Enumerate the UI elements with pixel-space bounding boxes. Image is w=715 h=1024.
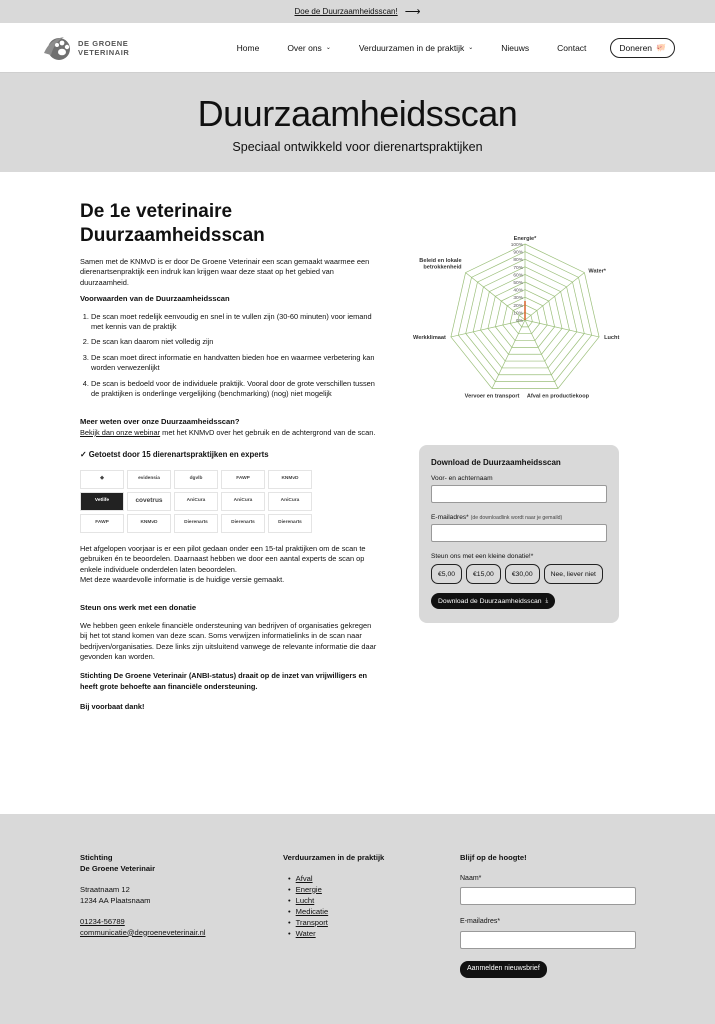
page-title: Duurzaamheidsscan (197, 93, 518, 134)
anbi-text: Stichting De Groene Veterinair (ANBI-status) draait op de inzet van vrijwilligers en heeft grote behoefte aan financiële ondersteuning. (80, 671, 368, 691)
radar-tick-label: 80% (513, 258, 523, 264)
radar-category-label: betrokkenheid (423, 264, 462, 271)
radar-tick-label: 0% (516, 319, 523, 324)
list-item (288, 884, 384, 895)
radar-chart-svg (405, 234, 630, 414)
thanks-text: Bij voorbaat dank! (80, 702, 145, 712)
radar-category-label: Energie* (513, 236, 537, 242)
site-logo[interactable] (40, 33, 190, 63)
partner-logo: FAWP (80, 514, 124, 533)
list-item: 4. De scan is bedoeld voor de individuele praktijk. Vooral door de grote verschillen tussen de praktijken is onderlinge vergelijking (benchmarking) (nog) niet mogelijk (91, 379, 380, 400)
hero-banner (0, 73, 715, 172)
partner-logos-grid (80, 470, 380, 533)
partner-logo: Dierenarts (221, 514, 265, 533)
list-item: 1. De scan moet redelijk eenvoudig en snel in te vullen zijn (30-60 minuten) voor iemand met kennis van de praktijk (91, 312, 380, 333)
donation-label: Steun ons met een kleine donatie!* (431, 553, 534, 560)
nav-verduurzamen[interactable]: Verduurzamen in de praktijk ⌄ (358, 42, 474, 53)
partner-logo: evidensia (127, 470, 171, 489)
radar-chart (405, 234, 630, 414)
footer-link-water[interactable]: Water (295, 928, 316, 938)
newsletter-name-input[interactable] (460, 887, 636, 905)
download-icon: ⤓ (545, 597, 549, 604)
check-icon: ✓ (80, 450, 87, 460)
pilot-text: Het afgelopen voorjaar is er een pilot gedaan onder een 15-tal praktijken om de scan te gebruiken én te beoordelen. Daarnaast hebben we door een aantal experts de scan op enkele individuele onderdelen laten beoordelen. Met deze waardevolle informatie is de huidige versie gemaakt. (80, 543, 366, 584)
tested-badge: ✓ Getoetst door 15 dierenartspraktijken en experts (80, 450, 269, 460)
webinar-text: Bekijk dan onze webinar met het KNMvD over het gebruik en de achtergrond van de scan. (80, 427, 376, 437)
footer-address: Straatnaam 12 1234 AA Plaatsnaam (80, 885, 151, 905)
conditions-list (80, 312, 380, 400)
arrow-right-icon[interactable]: ⟶ (404, 6, 421, 18)
partner-logo: KNMvD (268, 470, 312, 489)
donation-30-button[interactable]: €30,00 (505, 564, 540, 584)
footer-newsletter (460, 853, 636, 978)
partner-logo: AniCura (174, 492, 218, 511)
nav-home[interactable]: Home (236, 42, 260, 53)
download-form (419, 445, 619, 623)
chevron-down-icon: ⌄ (468, 45, 474, 51)
radar-tick-label: 10% (513, 311, 523, 317)
chevron-down-icon: ⌄ (325, 45, 331, 51)
footer-link-medicatie[interactable]: Medicatie (295, 906, 329, 916)
newsletter-title: Blijf op de hoogte! (460, 853, 527, 862)
conditions-title: Voorwaarden van de Duurzaamheidsscan (80, 294, 230, 304)
radar-tick-label: 20% (513, 303, 523, 309)
radar-tick-label: 100% (510, 243, 523, 248)
donation-none-button[interactable]: Nee, liever niet (544, 564, 603, 584)
footer-link-transport[interactable]: Transport (295, 917, 328, 927)
intro-column (80, 200, 380, 719)
email-input[interactable] (431, 524, 607, 542)
list-item (288, 895, 384, 906)
download-button[interactable]: Download de Duurzaamheidsscan ⤓ (431, 593, 555, 609)
subscribe-button[interactable]: Aanmelden nieuwsbrief (460, 961, 547, 978)
main-nav (209, 38, 675, 58)
form-title: Download de Duurzaamheidsscan (431, 458, 561, 467)
radar-category-label: Water* (588, 268, 606, 275)
list-item (288, 873, 384, 884)
footer-links-list (283, 873, 384, 939)
footer-links (283, 853, 384, 939)
nav-contact[interactable]: Contact (557, 42, 587, 53)
newsletter-email-input[interactable] (460, 931, 636, 949)
page-subtitle: Speciaal ontwikkeld voor dierenartspraktijken (232, 140, 483, 154)
list-item: 2. De scan kan daarom niet volledig zijn (91, 337, 380, 347)
partner-logo: Dierenarts (174, 514, 218, 533)
footer-link-lucht[interactable]: Lucht (295, 895, 315, 905)
donation-15-button[interactable]: €15,00 (466, 564, 501, 584)
donate-button[interactable]: Doneren 🐖 (610, 38, 675, 58)
nav-over-ons[interactable]: Over ons ⌄ (287, 42, 331, 53)
more-info-title: Meer weten over onze Duurzaamheidsscan? (80, 417, 240, 427)
partner-logo: Dierenarts (268, 514, 312, 533)
brand-name (78, 39, 129, 57)
webinar-link[interactable]: Bekijk dan onze webinar (80, 427, 161, 437)
footer-org-line-1: Stichting (80, 853, 113, 862)
radar-category-label: Vervoer en transport (464, 393, 520, 400)
partner-logo: covetrus (127, 492, 171, 511)
newsletter-email-label: E-mailadres* (460, 918, 501, 925)
partner-logo: AniCura (221, 492, 265, 511)
radar-tick-label: 70% (513, 265, 523, 271)
footer-phone-link[interactable]: 01234-56789 (80, 917, 125, 926)
footer-link-energie[interactable]: Energie (295, 884, 322, 894)
footer-email-link[interactable]: communicatie@degroeneveterinair.nl (80, 927, 206, 937)
footer-links-title: Verduurzamen in de praktijk (283, 853, 385, 862)
radar-category-label: Werkklimaat (413, 334, 446, 341)
radar-tick-label: 50% (513, 281, 523, 286)
name-label: Voor- en achternaam (431, 475, 493, 482)
announcement-bar (0, 0, 715, 23)
list-item (288, 906, 384, 917)
support-title: Steun ons werk met een donatie (80, 603, 197, 613)
radar-tick-label: 90% (513, 250, 523, 256)
radar-tick-label: 40% (513, 288, 523, 294)
radar-tick-label: 30% (513, 296, 523, 302)
list-item (288, 928, 384, 939)
footer-link-afval[interactable]: Afval (295, 873, 313, 883)
radar-category-label: Afval en productiekoop (526, 393, 590, 400)
site-header (0, 23, 715, 73)
nav-nieuws[interactable]: Nieuws (501, 42, 530, 53)
partner-logo: Vetlife (80, 492, 124, 511)
paw-globe-icon (40, 33, 74, 63)
footer-contact (80, 853, 205, 938)
radar-category-label: Beleid en lokale (419, 258, 462, 265)
name-input[interactable] (431, 485, 607, 503)
partner-logo: KNMvD (127, 514, 171, 533)
brand-line-1: DE GROENE (78, 38, 129, 48)
list-item (288, 917, 384, 928)
partner-logo: FAWP (221, 470, 265, 489)
radar-category-label: Lucht (604, 334, 620, 341)
email-label: E-mailadres* (de downloadlink wordt naar je gemaild) (431, 514, 563, 521)
footer-org-line-2: De Groene Veterinair (80, 863, 156, 873)
donation-5-button[interactable]: €5,00 (431, 564, 462, 584)
piggy-bank-icon: 🐖 (656, 43, 666, 52)
donation-options (431, 564, 607, 584)
list-item: 3. De scan moet direct informatie en handvatten bieden hoe en waarmee verbetering kan worden verwezenlijkt (91, 353, 380, 374)
radar-tick-label: 60% (513, 273, 523, 279)
newsletter-name-label: Naam* (460, 874, 482, 882)
partner-logo: ◆ (80, 470, 124, 489)
scan-cta-link[interactable]: Doe de Duurzaamheidsscan! (294, 7, 398, 16)
site-footer (0, 814, 715, 1024)
intro-title: De 1e veterinaire Duurzaamheidsscan (80, 201, 265, 246)
support-text: We hebben geen enkele financiële ondersteuning van bedrijven of organisaties gekregen bij het tot stand komen van deze scan. Soms verwijzen informatielinks in de scan naar bedrijven/organisaties. Deze links zijn uitsluitend vanwege de relevante informatie die daar gevonden kan worden. (80, 620, 377, 661)
partner-logo: dgvlb (174, 470, 218, 489)
main-content (0, 172, 715, 814)
intro-text: Samen met de KNMvD is er door De Groene Veterinair een scan gemaakt waarmee een dierenartsenpraktijk een indruk kan krijgen waar deze staat op het gebied van duurzaamheid. (80, 257, 370, 287)
partner-logo: AniCura (268, 492, 312, 511)
brand-line-2: VETERINAIR (78, 47, 130, 57)
